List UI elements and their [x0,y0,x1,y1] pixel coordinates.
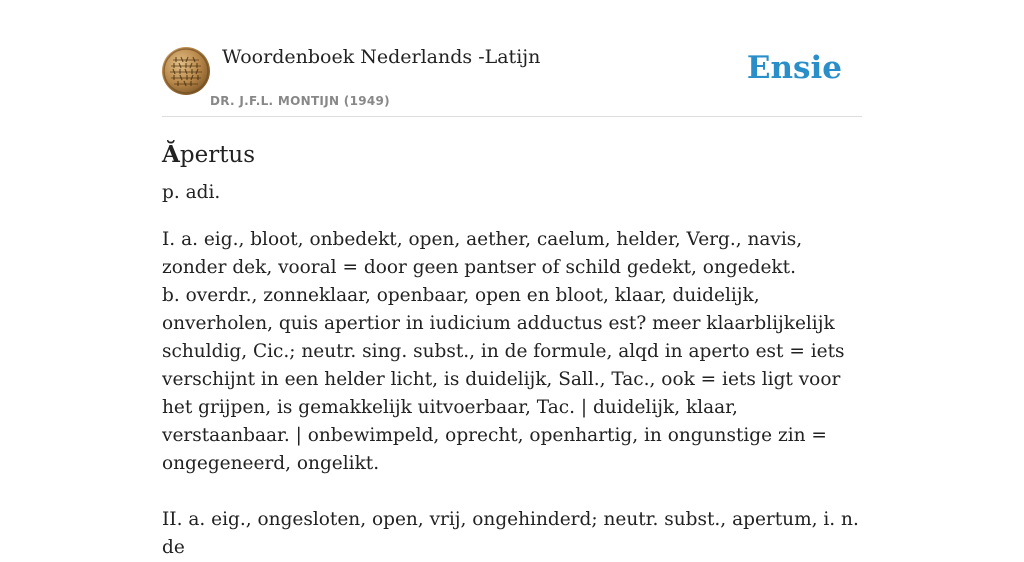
book-title[interactable]: Woordenboek Nederlands -Latijn [222,46,541,68]
coin-inscription-icon[interactable] [162,47,210,95]
sense-2a: II. a. eig., ongesloten, open, vrij, ongehinderd; neutr. subst., apertum, i. n. de [162,509,859,558]
sense-1b: b. overdr., zonneklaar, openbaar, open en bloot, klaar, duidelijk, onverholen, quis apertior in iudicium adductus est? meer klaarblijkelijk schuldig, Cic.; neutr. sing. subst., in de formule, alqd in aperto est = iets verschijnt in een helder licht, is duidelijk, Sall., Tac., ook = iets ligt voor het grijpen, is gemakkelijk uitvoerbaar, Tac. | duidelijk, klaar, verstaanbaar. | onbewimpeld, oprecht, openhartig, in ongunstige zin = ongegeneerd, ongelikt. [162,285,845,474]
ensie-logo-link[interactable]: Ensie [746,50,842,86]
sense-1a: I. a. eig., bloot, onbedekt, open, aether, caelum, helder, Verg., navis, zonder dek, vooral = door geen pantser of schild gedekt, ongedekt. [162,229,803,278]
book-author: DR. J.F.L. MONTIJN (1949) [210,94,390,108]
entry-title-initial: Ă [162,141,180,168]
entry-title-rest: pertus [179,142,256,168]
entry-title [162,141,862,169]
entry-body [162,179,862,562]
part-of-speech: p. adi. [162,182,221,203]
page [162,0,862,562]
site-header [162,0,862,117]
